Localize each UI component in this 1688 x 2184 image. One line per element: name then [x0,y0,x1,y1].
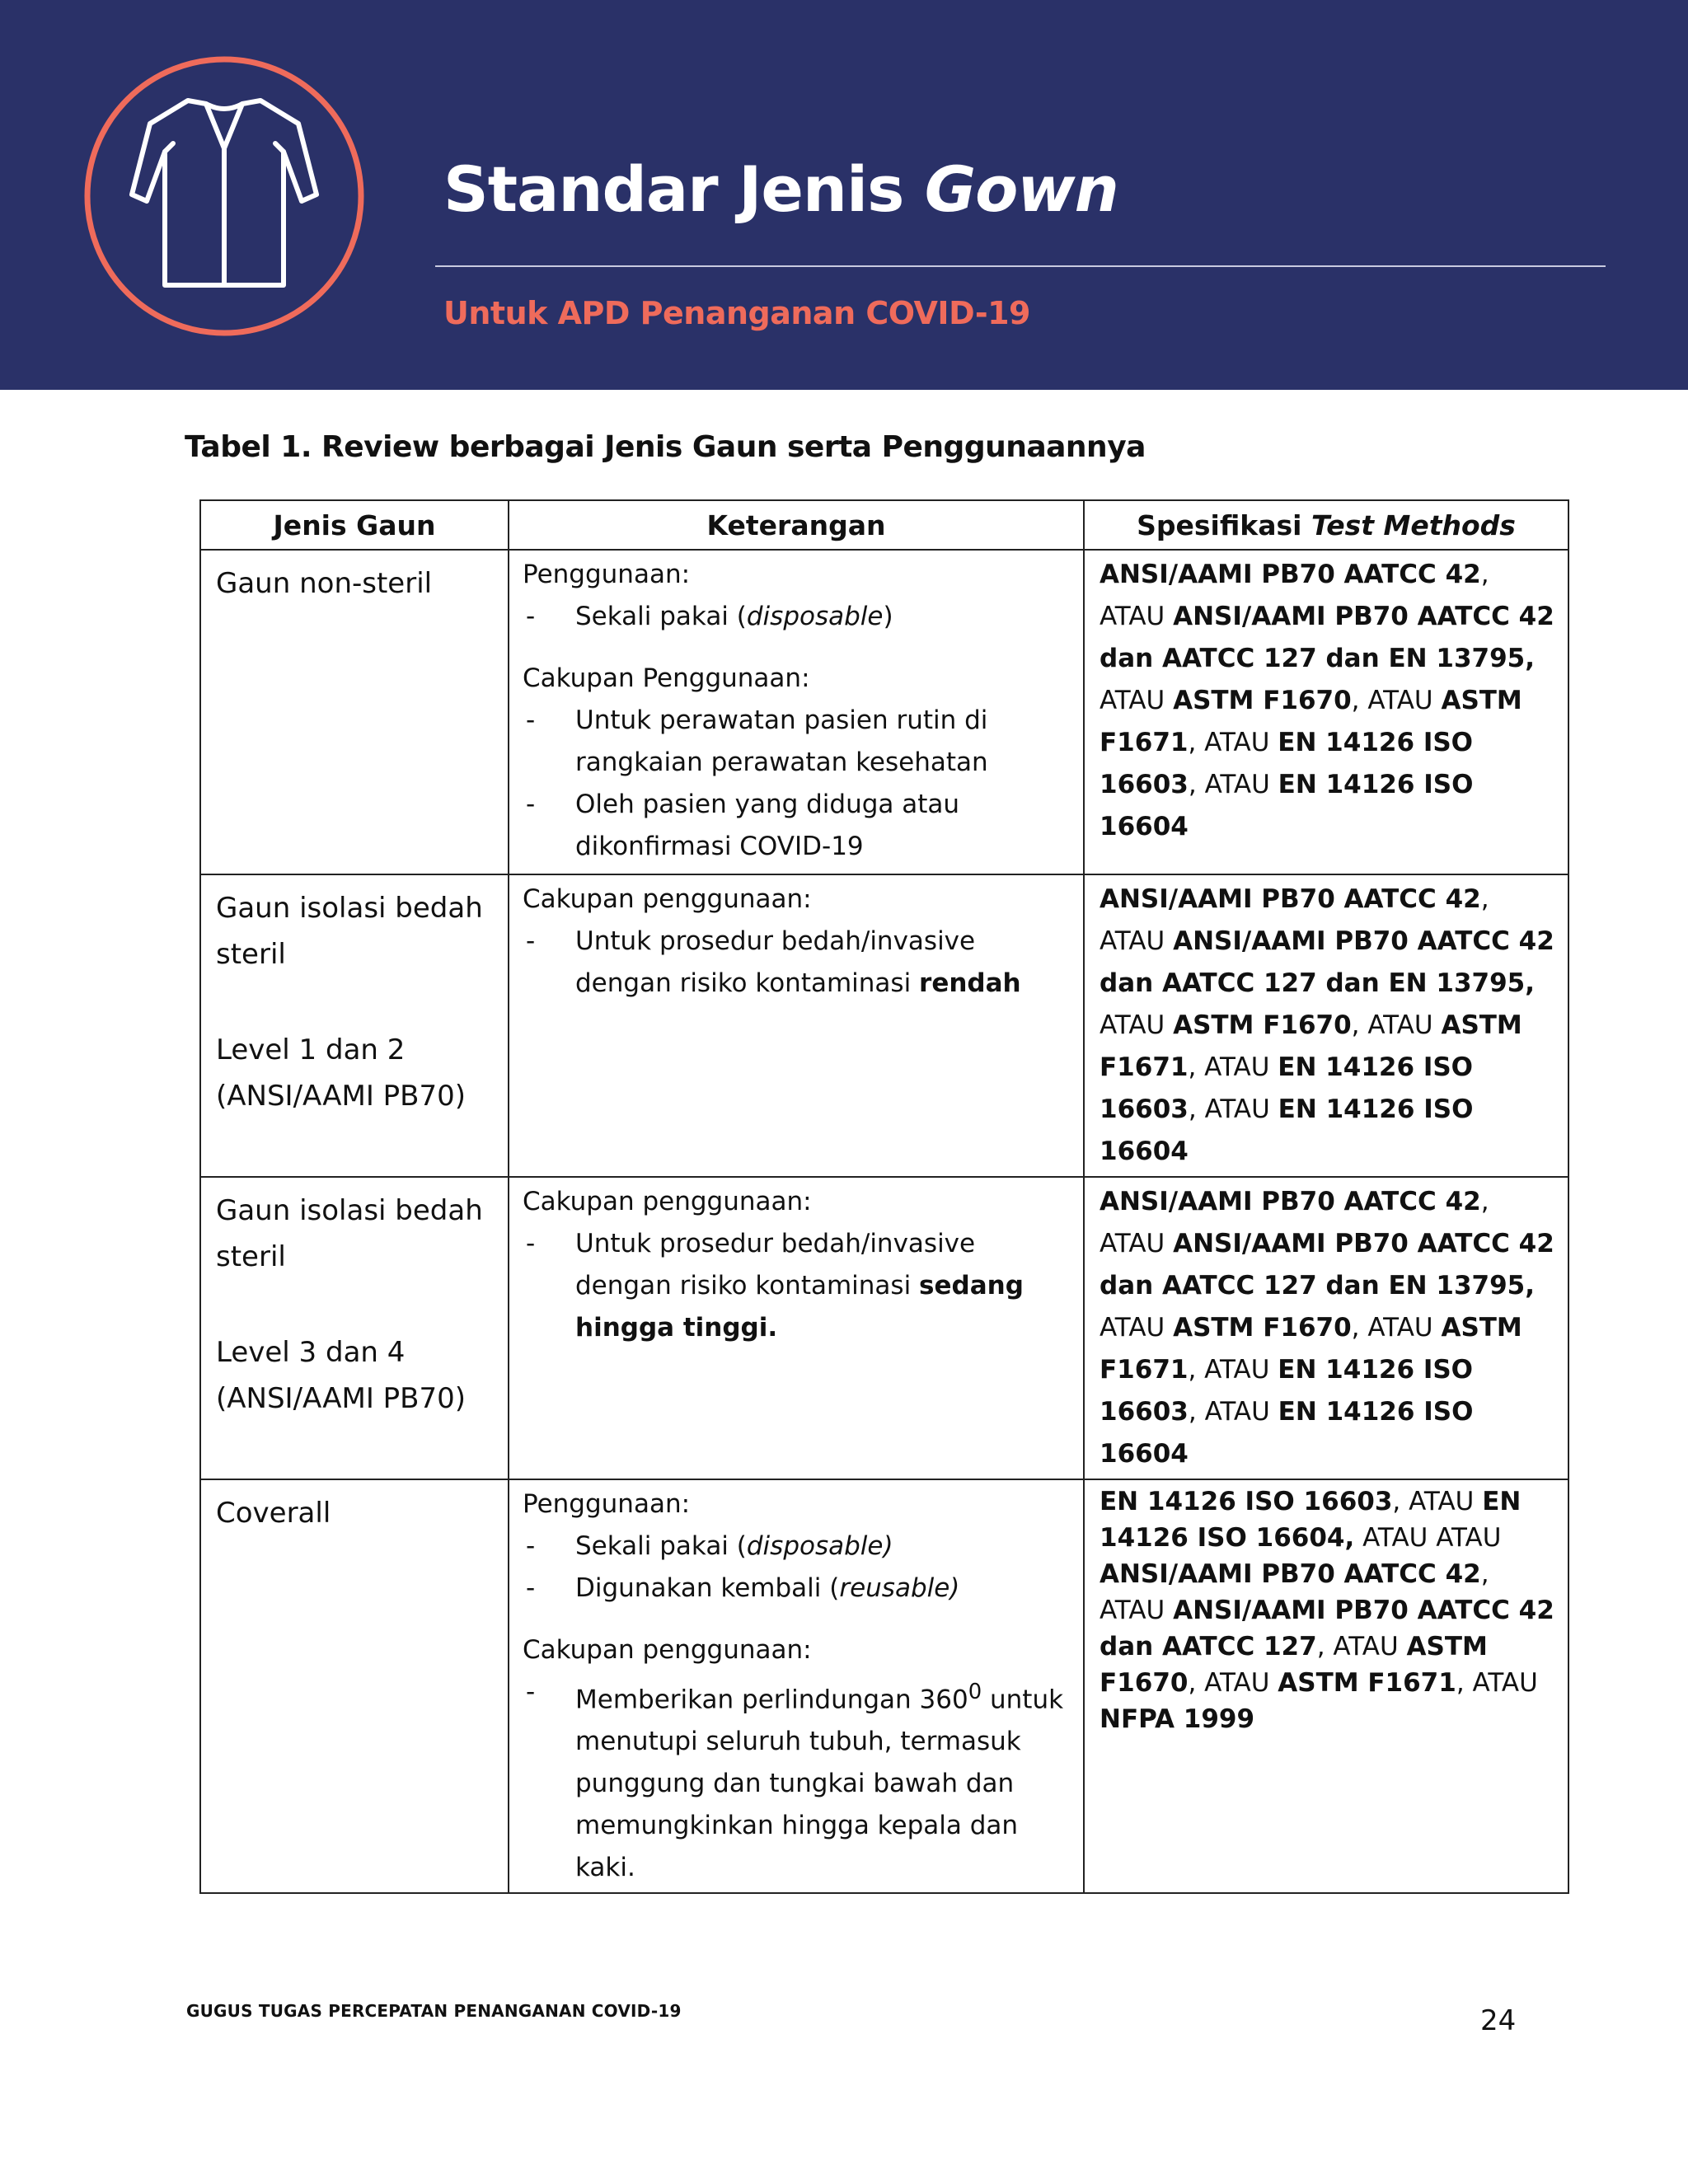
spec-standard: ASTM F1671 [1100,686,1522,757]
gown-icon [82,54,366,338]
desc-text: Memberikan perlindungan 360 [575,1685,968,1715]
gown-type: Gaun non-steril [216,567,433,600]
spec-connector: ATAU [1100,686,1165,715]
desc-list [523,1526,1073,1610]
spec-standard: ANSI/AAMI PB70 AATCC 42 dan AATCC 127 [1100,1596,1554,1661]
spec-connector: , ATAU [1188,1094,1270,1124]
spec-standard: ANSI/AAMI PB70 AATCC 42 dan AATCC 127 dan EN 13795, [1100,602,1554,673]
table-caption: Tabel 1. Review berbagai Jenis Gaun serta Penggunaannya [185,430,1146,464]
gown-level: Level 1 dan 2 (ANSI/AAMI PB70) [216,1033,467,1113]
table-row [200,1479,1568,1893]
desc-text: Oleh pasien yang diduga atau dikonfirmasi COVID-19 [575,790,960,861]
spec-standard: EN 14126 ISO 16604 [1100,1397,1474,1469]
spec-standard: ANSI/AAMI PB70 AATCC 42 [1100,1559,1481,1589]
spacer [216,1280,496,1329]
desc-list [523,700,1073,868]
spec-standard: ASTM F1670 [1173,1010,1352,1040]
spec-connector: , ATAU [1316,1632,1407,1661]
gown-level: Level 3 dan 4 (ANSI/AAMI PB70) [216,1336,467,1415]
spec-standard: ASTM F1671 [1278,1668,1456,1698]
header-banner [0,0,1688,390]
gown-type: Gaun isolasi bedah steril [216,1194,483,1273]
spacer [523,638,1073,658]
spec-connector: , ATAU [1351,1313,1442,1343]
header-spesifikasi-main: Spesifikasi [1137,509,1311,541]
page-subtitle: Untuk APD Penanganan COVID-19 [443,295,1030,331]
desc-bold: sedang hingga tinggi. [575,1271,1024,1343]
desc-italic: disposable [746,602,884,631]
description-cell [509,1479,1084,1893]
spec-cell [1084,874,1568,1177]
list-item [523,1568,1073,1610]
footer-organization: GUGUS TUGAS PERCEPATAN PENANGANAN COVID-19 [186,2001,682,2021]
desc-list [523,921,1073,1005]
spec-standard: EN 14126 ISO 16603 [1100,1355,1474,1427]
desc-bold: rendah [919,968,1021,998]
desc-text: Digunakan kembali ( [575,1573,840,1603]
desc-label: Cakupan penggunaan: [523,884,812,914]
spec-connector: ATAU [1100,1313,1174,1343]
spec-standard: ASTM F1671 [1100,1313,1522,1385]
description-cell [509,874,1084,1177]
desc-label: Cakupan penggunaan: [523,1187,812,1216]
spec-standard: ASTM F1671 [1100,1010,1522,1082]
spec-standard: EN 14126 ISO 16603 [1100,728,1474,799]
page-title [443,152,1118,226]
spec-connector: ATAU ATAU [1354,1523,1502,1553]
list-item [523,596,1073,638]
spec-standard: ANSI/AAMI PB70 AATCC 42 [1100,560,1481,589]
spec-standard: ANSI/AAMI PB70 AATCC 42 [1100,884,1481,914]
title-divider [435,265,1606,267]
desc-italic: reusable) [839,1573,960,1603]
spec-standard: NFPA 1999 [1100,1704,1255,1734]
spec-connector: , ATAU [1100,560,1489,631]
description-cell [509,550,1084,874]
spec-standard: EN 14126 ISO 16603 [1100,1052,1474,1124]
spec-connector: , ATAU [1351,686,1442,715]
spec-standard: ANSI/AAMI PB70 AATCC 42 dan AATCC 127 dan EN 13795, [1100,926,1554,998]
header-spesifikasi-italic: Test Methods [1311,509,1516,541]
desc-label: Penggunaan: [523,1489,691,1519]
desc-text: Sekali pakai ( [575,602,747,631]
desc-list [523,1223,1073,1349]
description-cell [509,1177,1084,1479]
spec-cell [1084,1177,1568,1479]
gown-type-cell [200,1177,509,1479]
desc-label: Cakupan Penggunaan: [523,663,810,693]
page-title-italic: Gown [924,152,1118,226]
table-row [200,550,1568,874]
spacer [216,977,496,1027]
desc-label: Penggunaan: [523,560,691,589]
gown-type-cell [200,550,509,874]
spec-standard: EN 14126 ISO 16603 [1100,1487,1393,1516]
desc-text: ) [883,602,893,631]
desc-list [523,596,1073,638]
gown-type-cell [200,874,509,1177]
spec-connector: , ATAU [1100,1187,1489,1258]
desc-text: Untuk prosedur bedah/invasive dengan risiko kontaminasi [575,926,976,998]
spec-cell [1084,550,1568,874]
spec-connector: , ATAU [1188,728,1278,757]
desc-italic: disposable) [746,1531,893,1561]
header-spesifikasi [1084,500,1568,550]
desc-list [523,1671,1073,1889]
spec-standard: EN 14126 ISO 16604 [1100,770,1474,841]
spec-connector: , ATAU [1351,1010,1442,1040]
table-row [200,874,1568,1177]
table-row [200,1177,1568,1479]
spec-cell [1084,1479,1568,1893]
list-item [523,921,1073,1005]
spec-standard: ANSI/AAMI PB70 AATCC 42 dan AATCC 127 dan EN 13795, [1100,1229,1554,1301]
desc-text: Sekali pakai ( [575,1531,747,1561]
spec-connector: , ATAU [1188,1052,1278,1082]
page-number: 24 [1480,2004,1517,2037]
spec-connector: ATAU [1100,1010,1165,1040]
list-item [523,784,1073,868]
list-item [523,700,1073,784]
list-item [523,1671,1073,1889]
desc-label: Cakupan penggunaan: [523,1635,812,1665]
desc-text: Untuk prosedur bedah/invasive dengan risiko kontaminasi [575,1229,976,1301]
spec-connector: , ATAU [1392,1487,1483,1516]
spec-standard: EN 14126 ISO 16604, [1100,1487,1522,1553]
spec-standard: ASTM F1670 [1100,1632,1488,1698]
gown-type: Coverall [216,1497,331,1530]
gown-review-table [199,499,1569,1894]
gown-type-cell [200,1479,509,1893]
degree-superscript: 0 [968,1680,982,1704]
gown-type: Gaun isolasi bedah steril [216,892,483,971]
spec-standard: ASTM F1670 [1173,1313,1352,1343]
spacer [523,1610,1073,1629]
spec-connector: , ATAU [1188,770,1270,799]
spec-connector: , ATAU [1100,1559,1489,1625]
spec-standard: EN 14126 ISO 16604 [1100,1094,1474,1166]
table-header-row [200,500,1568,550]
spec-connector: , ATAU [1188,1397,1278,1427]
spec-connector: , ATAU [1100,884,1489,956]
spec-connector: , ATAU [1456,1668,1538,1698]
desc-text: untuk menutupi seluruh tubuh, termasuk punggung dan tungkai bawah dan memungkinkan hingga kepala dan kaki. [575,1685,1064,1883]
spec-standard: ANSI/AAMI PB70 AATCC 42 [1100,1187,1481,1216]
spec-connector: , ATAU [1188,1668,1278,1698]
list-item [523,1223,1073,1349]
spec-connector: , ATAU [1188,1355,1278,1385]
header-jenis-gaun: Jenis Gaun [200,500,509,550]
list-item [523,1526,1073,1568]
desc-text: Untuk perawatan pasien rutin di rangkaian perawatan kesehatan [575,705,988,777]
page-title-main: Standar Jenis [443,152,925,226]
header-keterangan: Keterangan [509,500,1084,550]
spec-standard: ASTM F1670 [1173,686,1352,715]
